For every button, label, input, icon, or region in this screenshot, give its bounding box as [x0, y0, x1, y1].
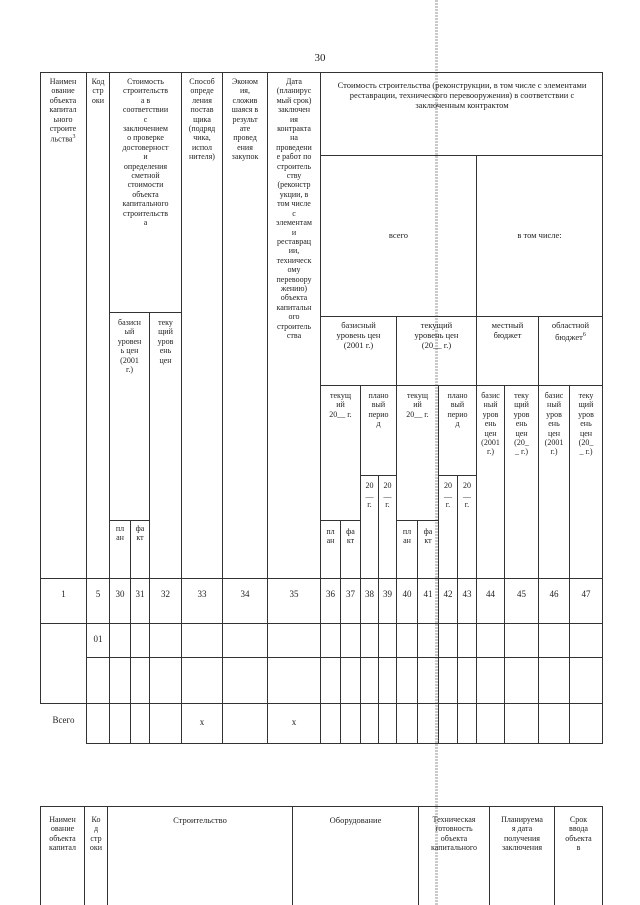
header-object-name-2: Наимен ование объекта капитал [49, 815, 76, 853]
header-fact: фа кт [135, 524, 145, 543]
column-number: 35 [289, 590, 299, 599]
header-local-current-level: теку щий уров ень цен (20_ _ г.) [513, 391, 530, 457]
column-number: 33 [197, 590, 207, 599]
header-including: в том числе: [517, 230, 562, 240]
header-regional-base-level: базис ный уров ень цен (2001 г.) [544, 391, 564, 457]
header-row-code-2: Ко д стр оки [89, 815, 103, 853]
column-number: 30 [115, 590, 125, 599]
header-total: всего [388, 230, 409, 240]
header-technical-readiness: Техническая готовность объекта капитального [431, 815, 477, 853]
header-current-year: текущ ий 20__ г. [329, 391, 352, 419]
header-fact: фа кт [346, 527, 355, 546]
column-number: 36 [326, 590, 335, 599]
row-code-cell: 01 [93, 635, 103, 644]
header-planned-period-2: плано вый перио д [447, 391, 468, 429]
header-fact: фа кт [423, 527, 433, 546]
column-number: 38 [365, 590, 374, 599]
header-cost-current-level: теку щий уров ень цен [157, 318, 174, 365]
header-contract-cost: Стоимость строительства (реконструкции, в том числе с элементами реставрации, технического перевооружения) в соответствии с заключенным контрактом [337, 80, 587, 110]
column-number: 45 [517, 590, 526, 599]
column-number: 1 [61, 590, 66, 599]
column-number: 34 [240, 590, 250, 599]
column-number: 31 [135, 590, 145, 599]
column-number: 43 [462, 590, 472, 599]
header-construction: Строительство [173, 815, 227, 825]
header-year-cell: 20 __ г. [383, 481, 392, 509]
header-current-price-level: текущий уровень цен (20__ г.) [414, 320, 459, 350]
header-economy: Эконом ия, сложив шаяся в результ ате провед ения закупок [231, 77, 259, 162]
header-local-base-level: базис ный уров ень цен (2001 г.) [481, 391, 500, 457]
header-planned-period: плано вый перио д [368, 391, 389, 429]
column-number: 37 [346, 590, 355, 599]
header-regional-budget: областной бюджет$^6$ [551, 320, 590, 342]
column-number: 46 [549, 590, 559, 599]
header-regional-current-level: теку щий уров ень цен (20_ _ г.) [578, 391, 594, 457]
header-estimated-cost: Стоимость строительств а в соответствии с заключением о проверке достоверност и определения сметной стоимости объекта капитального строительств а [122, 77, 169, 228]
header-equipment: Оборудование [329, 815, 382, 825]
column-number: 41 [423, 590, 433, 599]
column-number: 44 [486, 590, 495, 599]
header-commissioning-term: Срок ввода объекта в [565, 815, 592, 853]
column-number: 47 [581, 590, 591, 599]
column-number: 5 [95, 590, 101, 599]
header-supplier-method: Способ опреде ления постав щика (подряд чика, испол нителя) [188, 77, 216, 162]
header-current-year-2: текущ ий 20__ г. [406, 391, 429, 419]
header-base-price-level: базисный уровень цен (2001 г.) [336, 320, 381, 350]
header-plan: пл ан [326, 527, 335, 546]
x-mark: х [291, 718, 297, 727]
header-year-cell: 20 __ г. [463, 481, 471, 509]
header-row-code: Код стр оки [91, 77, 105, 105]
x-mark: х [199, 718, 205, 727]
header-local-budget: местный бюджет [491, 320, 524, 340]
header-year-cell: 20 __ г. [365, 481, 374, 509]
header-planned-date: Планируема я дата получения заключения [501, 815, 543, 853]
column-number: 40 [402, 590, 412, 599]
header-cost-base-level: базисн ый уровен ь цен (2001 г.) [117, 318, 142, 375]
header-plan: пл ан [402, 527, 412, 546]
header-contract-date: Дата (планирус мый срок) заключен ия контракта на проведени е работ по строитель ству (реконстр укции, в том числе с элементам и реставрац ии, техническ ому перевоору жению) объекта капитальн ого строитель ства [276, 77, 312, 340]
column-number: 42 [443, 590, 453, 599]
total-row-label: Всего [52, 716, 75, 725]
header-year-cell: 20 __ г. [444, 481, 452, 509]
page-number: 30 [314, 52, 326, 64]
header-object-name: Наимен ование объекта капитал ьного строите льства$^3$ [49, 77, 77, 145]
header-plan: пл ан [115, 524, 125, 543]
column-number: 39 [383, 590, 392, 599]
column-number: 32 [161, 590, 170, 599]
